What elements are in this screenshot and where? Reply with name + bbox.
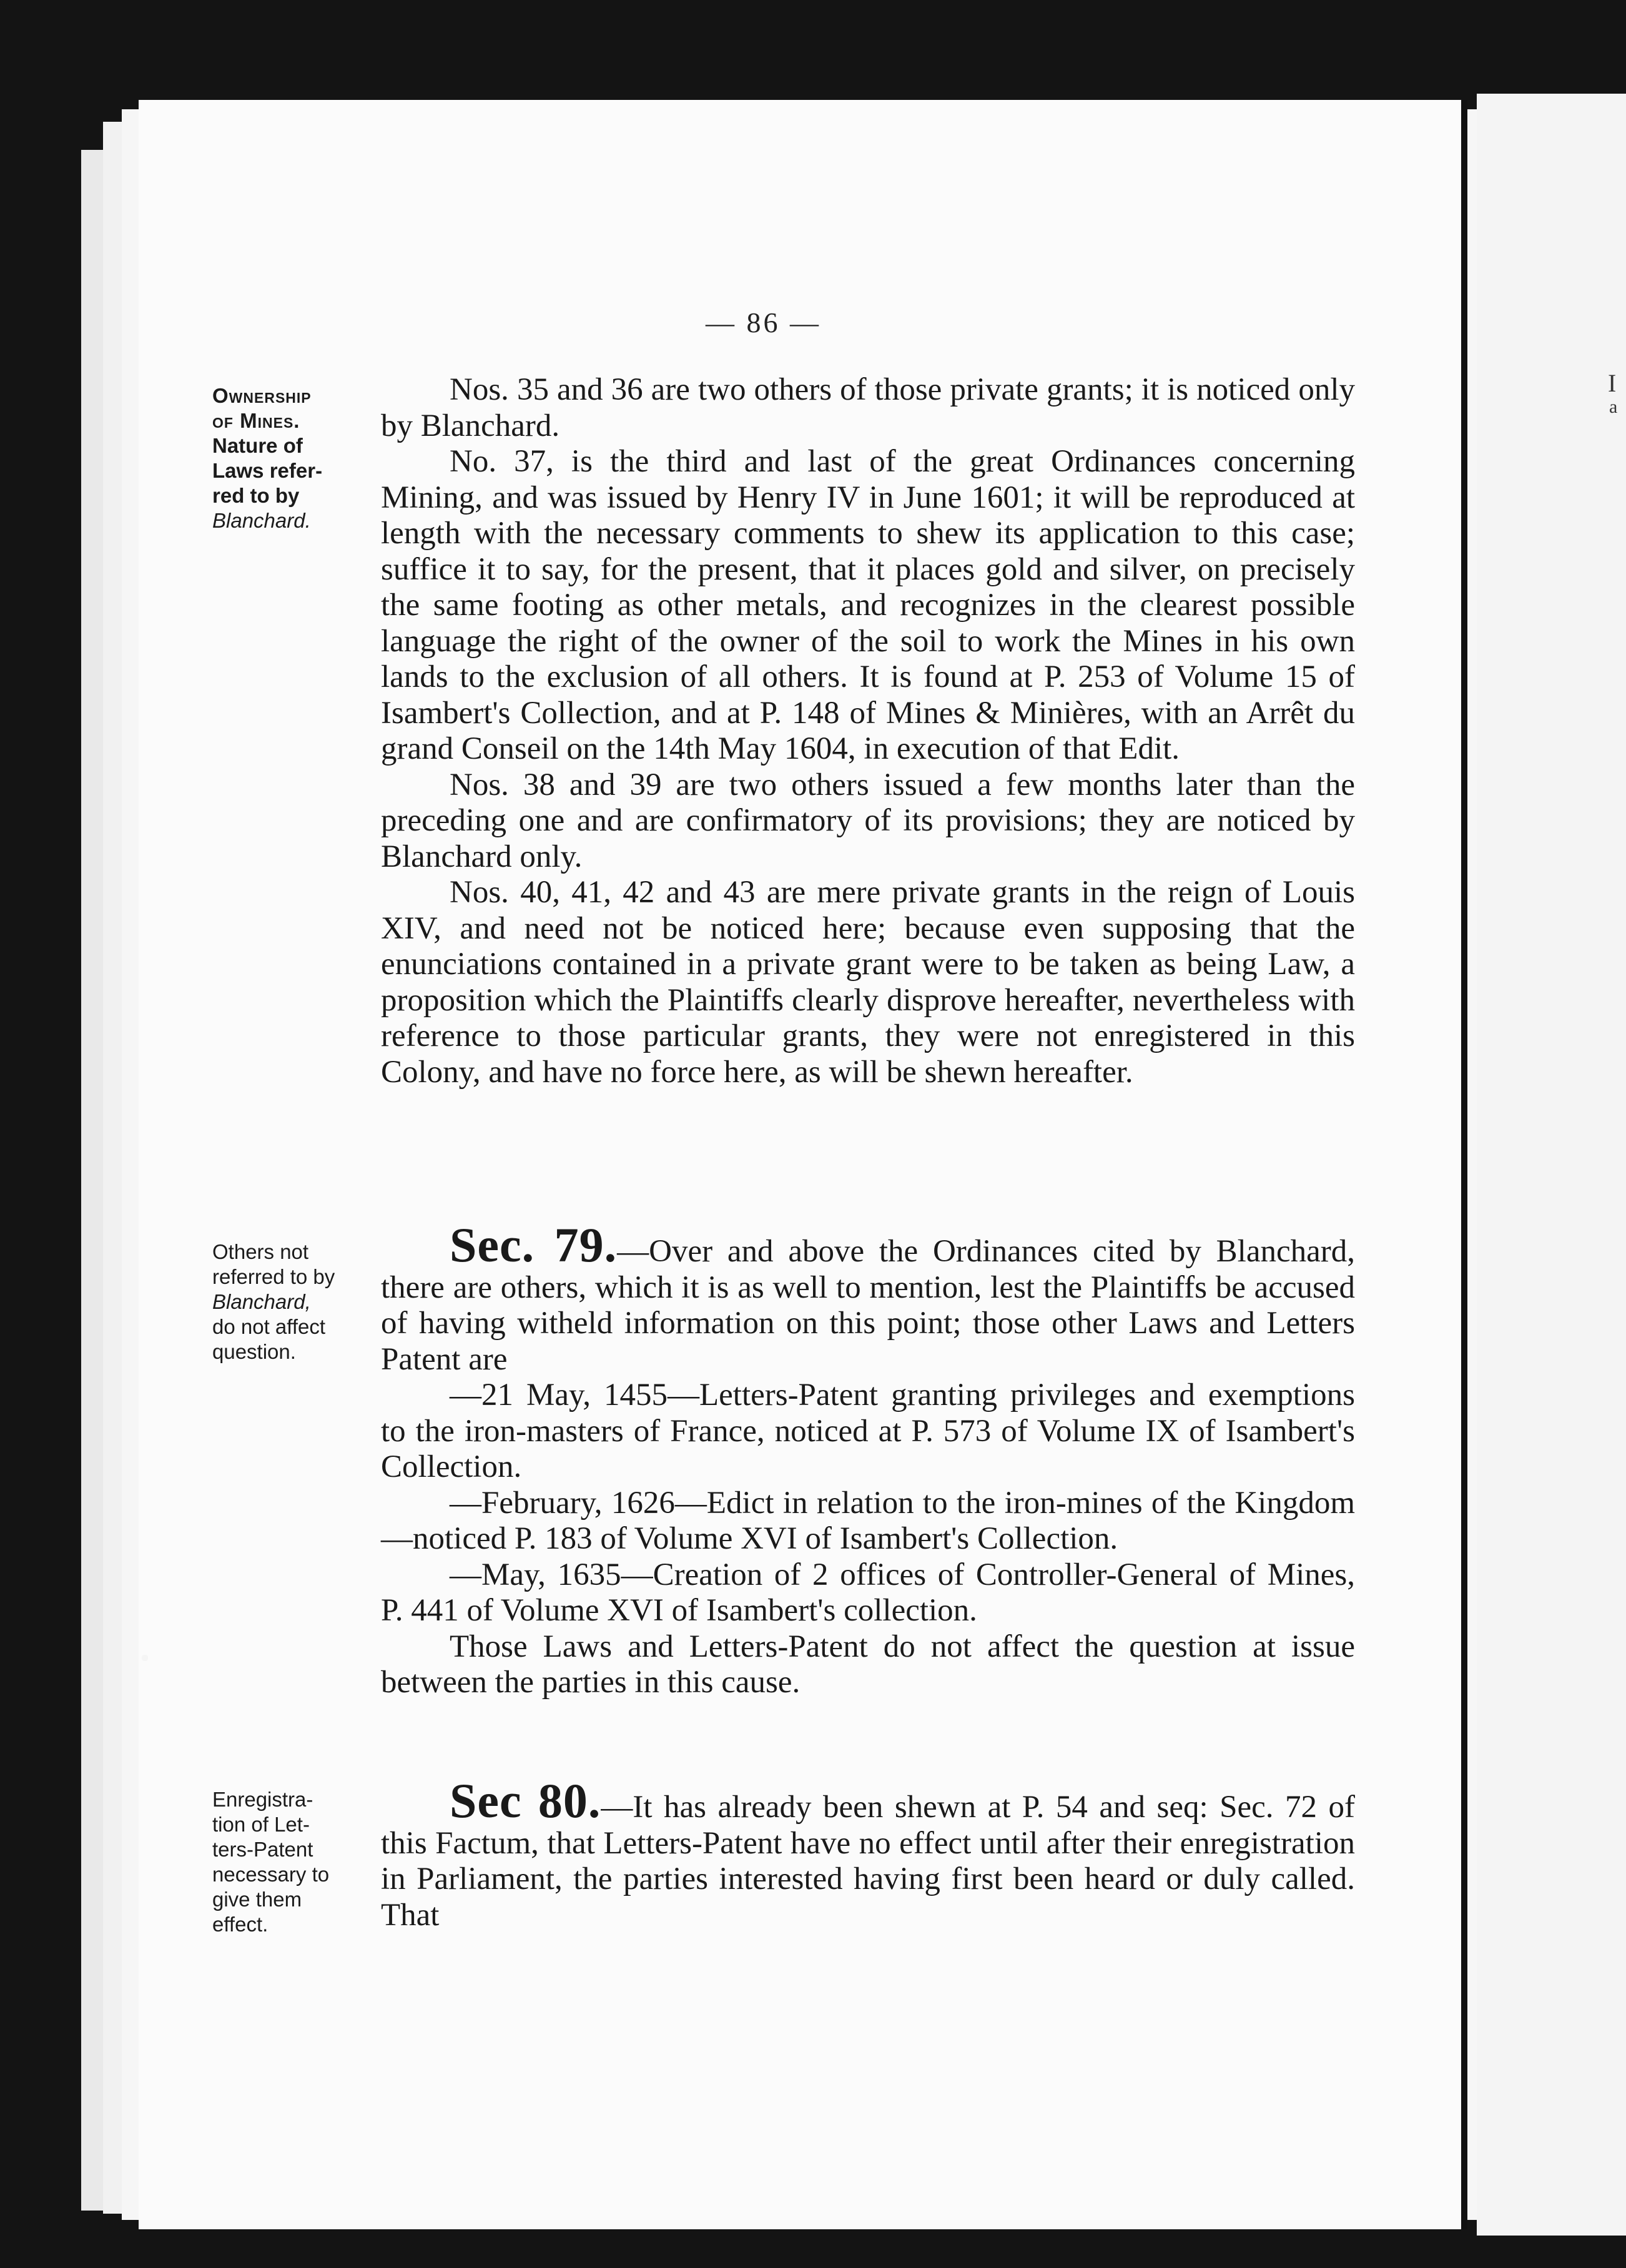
margin-note-line: effect. (212, 1913, 269, 1936)
margin-note-line: tion of Let- (212, 1813, 310, 1836)
section-text: —Over and above the Ordinances cited by Blanchard, there are others, which it is as well to mention, lest the Plaintiffs be accused of having witheld information on this point; those other Laws and Letters Patent are (381, 1234, 1355, 1377)
margin-note-line: ters-Patent (212, 1838, 313, 1861)
margin-note-line: Ownership (212, 384, 312, 407)
paragraph: Those Laws and Letters-Patent do not affect the question at issue between the parties in this cause. (381, 1629, 1355, 1700)
adjacent-page-fragment: a (1609, 397, 1618, 417)
margin-note-line: referred to by (212, 1265, 335, 1288)
margin-note-line: give them (212, 1888, 302, 1911)
margin-note-line: necessary to (212, 1863, 330, 1886)
margin-note-line: Laws refer- (212, 459, 323, 482)
section-text: —It has already been shewn at P. 54 and seq: Sec. 72 of this Factum, that Letters-Patent have no effect until after their enregistration in Parliament, the parties interested having first been heard or duly called. That (381, 1790, 1355, 1933)
margin-note-others (212, 1240, 381, 1364)
list-item: —21 May, 1455—Letters-Patent granting privileges and exemptions to the iron-masters of France, noticed at P. 573 of Volume IX of Isambert's Collection. (381, 1378, 1355, 1484)
section-heading: Sec 80. (450, 1773, 601, 1828)
section-paragraph (381, 1218, 1355, 1378)
margin-note-line: red to by (212, 484, 300, 507)
margin-note-line: Nature of (212, 434, 303, 457)
margin-note-ownership (212, 383, 381, 533)
paragraph: Nos. 35 and 36 are two others of those private grants; it is noticed only by Blanchard. (381, 372, 1355, 443)
margin-note-line: question. (212, 1340, 296, 1363)
margin-note-line: Others not (212, 1240, 309, 1263)
margin-note-enregistration (212, 1787, 381, 1937)
laws-list (381, 1378, 1355, 1629)
section-heading: Sec. 79. (450, 1218, 618, 1272)
adjacent-page-fragment: I (1608, 369, 1617, 397)
list-item: —May, 1635—Creation of 2 offices of Controller-General of Mines, P. 441 of Volume XVI of Isambert's collection. (381, 1557, 1355, 1628)
paragraph: No. 37, is the third and last of the great Ordinances concerning Mining, and was issued by Henry IV in June 1601; it will be reproduced at length with the necessary comments to shew its application to this case; suffice it to say, for the present, that it places gold and silver, on precisely the same footing as other metals, and recognizes in the clearest possible language the right of the owner of the soil to work the Mines in his own lands to the exclusion of all others. It is found at P. 253 of Volume 15 of Isambert's Collection, and at P. 148 of Mines & Minières, with an Arrêt du grand Conseil on the 14th May 1604, in execution of that Edit. (381, 444, 1355, 766)
margin-note-line: Blanchard, (212, 1290, 311, 1313)
body-text-block (381, 372, 1355, 1090)
margin-note-line: of Mines. (212, 409, 300, 432)
paragraph: Nos. 38 and 39 are two others issued a few months later than the preceding one and are confirmatory of its provisions; they are noticed by Blanchard only. (381, 767, 1355, 874)
list-item: —February, 1626—Edict in relation to the iron-mines of the Kingdom—noticed P. 183 of Volume XVI of Isambert's Collection. (381, 1485, 1355, 1556)
margin-note-line: Blanchard. (212, 509, 311, 532)
margin-note-line: do not affect (212, 1315, 326, 1338)
margin-note-line: Enregistra- (212, 1788, 313, 1811)
section-79 (381, 1218, 1355, 1701)
section-80 (381, 1773, 1355, 1933)
section-paragraph (381, 1773, 1355, 1933)
paragraph: Nos. 40, 41, 42 and 43 are mere private grants in the reign of Louis XIV, and need not be noticed here; because even supposing that the enunciations contained in a private grant were to be taken as being Law, a proposition which the Plaintiffs clearly disprove hereafter, nevertheless with reference to those particular grants, they were not enregistered in this Colony, and have no force here, as will be shewn hereafter. (381, 875, 1355, 1090)
page-number: — 86 — (706, 307, 821, 338)
adjacent-page (1477, 94, 1626, 2236)
